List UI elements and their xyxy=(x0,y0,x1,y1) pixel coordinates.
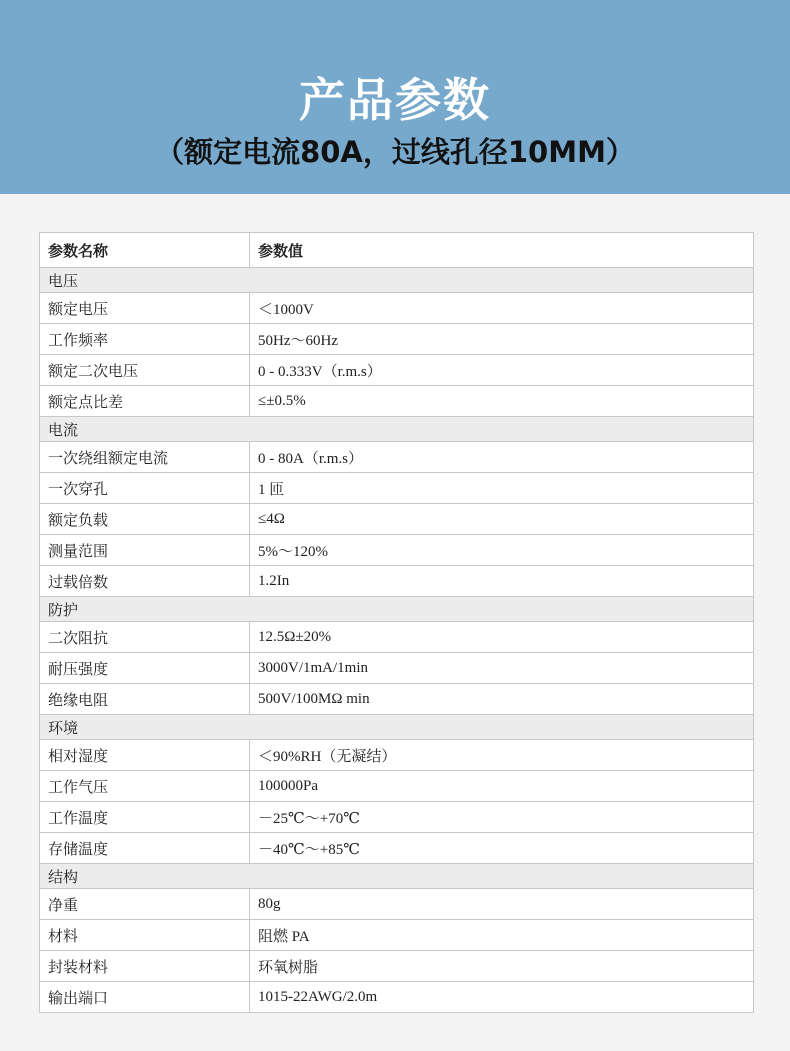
table-header-row xyxy=(40,233,754,268)
section-row xyxy=(40,715,754,740)
table-row xyxy=(40,740,754,771)
param-value: ≤4Ω xyxy=(250,504,754,535)
param-name: 工作气压 xyxy=(40,771,250,802)
param-name: 一次绕组额定电流 xyxy=(40,442,250,473)
table-row xyxy=(40,771,754,802)
section-title: 电流 xyxy=(40,417,754,442)
section-title: 防护 xyxy=(40,597,754,622)
page-subtitle: （额定电流80A，过线孔径10MM） xyxy=(155,135,635,169)
param-name: 耐压强度 xyxy=(40,653,250,684)
param-value: 阻燃 PA xyxy=(250,920,754,951)
param-name: 额定负载 xyxy=(40,504,250,535)
table-row xyxy=(40,653,754,684)
param-value: 环氧树脂 xyxy=(250,951,754,982)
param-value: 0 - 80A（r.m.s） xyxy=(250,442,754,473)
param-name: 净重 xyxy=(40,889,250,920)
param-value: －25℃～+70℃ xyxy=(250,802,754,833)
table-row xyxy=(40,889,754,920)
section-row xyxy=(40,864,754,889)
table-row xyxy=(40,566,754,597)
param-name: 工作温度 xyxy=(40,802,250,833)
param-value: 1 匝 xyxy=(250,473,754,504)
param-value: 0 - 0.333V（r.m.s） xyxy=(250,355,754,386)
param-name: 工作频率 xyxy=(40,324,250,355)
param-name: 材料 xyxy=(40,920,250,951)
param-value: ≤±0.5% xyxy=(250,386,754,417)
table-row xyxy=(40,293,754,324)
param-name: 过载倍数 xyxy=(40,566,250,597)
column-header-name: 参数名称 xyxy=(40,233,250,268)
table-row xyxy=(40,833,754,864)
param-value: 1015-22AWG/2.0m xyxy=(250,982,754,1013)
section-row xyxy=(40,597,754,622)
param-name: 封装材料 xyxy=(40,951,250,982)
section-row xyxy=(40,417,754,442)
param-name: 绝缘电阻 xyxy=(40,684,250,715)
page-title: 产品参数 xyxy=(299,73,491,127)
section-row xyxy=(40,268,754,293)
param-name: 额定点比差 xyxy=(40,386,250,417)
section-title: 结构 xyxy=(40,864,754,889)
param-value: 100000Pa xyxy=(250,771,754,802)
table-row xyxy=(40,386,754,417)
param-value: 12.5Ω±20% xyxy=(250,622,754,653)
section-title: 电压 xyxy=(40,268,754,293)
param-name: 一次穿孔 xyxy=(40,473,250,504)
param-name: 存储温度 xyxy=(40,833,250,864)
table-row xyxy=(40,504,754,535)
table-row xyxy=(40,920,754,951)
param-value: －40℃～+85℃ xyxy=(250,833,754,864)
table-row xyxy=(40,684,754,715)
param-value: 5%～120% xyxy=(250,535,754,566)
table-row xyxy=(40,951,754,982)
param-name: 额定电压 xyxy=(40,293,250,324)
header-banner xyxy=(0,0,790,194)
param-value: 50Hz～60Hz xyxy=(250,324,754,355)
param-name: 额定二次电压 xyxy=(40,355,250,386)
param-name: 测量范围 xyxy=(40,535,250,566)
column-header-value: 参数值 xyxy=(250,233,754,268)
param-value: 1.2In xyxy=(250,566,754,597)
table-row xyxy=(40,442,754,473)
param-value: 500V/100MΩ min xyxy=(250,684,754,715)
param-value: ＜90%RH（无凝结） xyxy=(250,740,754,771)
param-value: ＜1000V xyxy=(250,293,754,324)
parameter-table-container xyxy=(39,232,753,1013)
table-row xyxy=(40,535,754,566)
param-name: 二次阻抗 xyxy=(40,622,250,653)
table-row xyxy=(40,355,754,386)
table-row xyxy=(40,982,754,1013)
table-row xyxy=(40,473,754,504)
param-value: 3000V/1mA/1min xyxy=(250,653,754,684)
table-row xyxy=(40,324,754,355)
parameter-table xyxy=(39,232,754,1013)
section-title: 环境 xyxy=(40,715,754,740)
table-row xyxy=(40,622,754,653)
param-name: 相对湿度 xyxy=(40,740,250,771)
param-value: 80g xyxy=(250,889,754,920)
table-row xyxy=(40,802,754,833)
param-name: 输出端口 xyxy=(40,982,250,1013)
